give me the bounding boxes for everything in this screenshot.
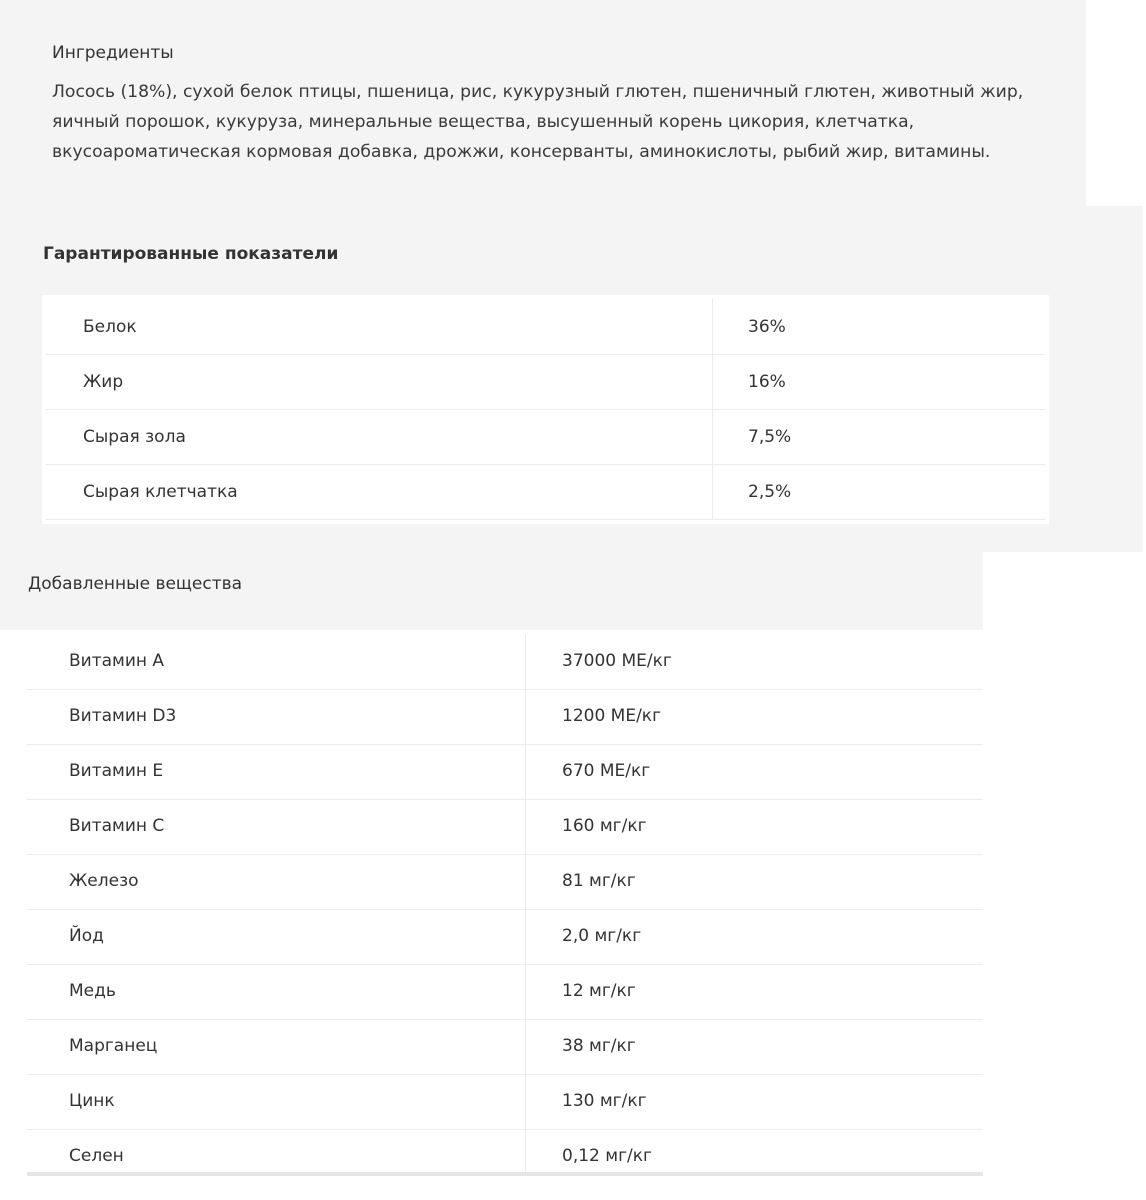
table-bottom-edge [27,1172,983,1176]
table-row [27,1019,983,1075]
guaranteed-value: 16% [748,372,786,392]
ingredients-title: Ингредиенты [52,43,174,63]
additives-title: Добавленные вещества [28,574,243,594]
guaranteed-name: Белок [83,317,137,337]
additive-value: 1200 МЕ/кг [562,706,662,726]
guaranteed-title: Гарантированные показатели [43,244,339,264]
guaranteed-name: Сырая клетчатка [83,482,238,502]
table-row [27,964,983,1020]
guaranteed-value: 2,5% [748,482,792,502]
table-row [27,744,983,800]
additive-name: Железо [69,871,139,891]
additive-value: 37000 МЕ/кг [562,651,672,671]
table-row [27,1074,983,1130]
column-divider [525,634,526,1172]
guaranteed-table [42,295,1049,524]
table-row [46,299,1045,355]
additive-value: 670 МЕ/кг [562,761,651,781]
additive-name: Марганец [69,1036,158,1056]
ingredients-line: вкусоароматическая кормовая добавка, дрожжи, консерванты, аминокислоты, рыбий жир, витамины. [52,142,991,162]
additives-table [27,630,983,1174]
additive-value: 2,0 мг/кг [562,926,642,946]
table-row [27,909,983,965]
table-row [27,799,983,855]
table-row [27,634,983,690]
additive-value: 81 мг/кг [562,871,636,891]
additive-value: 0,12 мг/кг [562,1146,652,1166]
table-row [46,409,1045,465]
additive-name: Йод [69,926,104,946]
column-divider [712,299,713,520]
additive-name: Витамин D3 [69,706,177,726]
table-row [46,354,1045,410]
guaranteed-name: Сырая зола [83,427,186,447]
guaranteed-name: Жир [83,372,124,392]
table-row [27,854,983,910]
guaranteed-value: 36% [748,317,786,337]
ingredients-text [52,77,1052,167]
additive-name: Селен [69,1146,124,1166]
additive-name: Витамин C [69,816,165,836]
additive-value: 130 мг/кг [562,1091,647,1111]
ingredients-line: Лосось (18%), сухой белок птицы, пшеница, рис, кукурузный глютен, пшеничный глютен, животный жир, [52,82,1024,102]
ingredients-line: яичный порошок, кукуруза, минеральные вещества, высушенный корень цикория, клетчатка, [52,112,915,132]
table-row [27,689,983,745]
additive-value: 160 мг/кг [562,816,647,836]
additive-name: Витамин A [69,651,165,671]
guaranteed-value: 7,5% [748,427,792,447]
additive-value: 12 мг/кг [562,981,636,1001]
additive-name: Витамин E [69,761,164,781]
table-row [46,464,1045,520]
additive-name: Цинк [69,1091,115,1111]
additive-name: Медь [69,981,116,1001]
additive-value: 38 мг/кг [562,1036,636,1056]
